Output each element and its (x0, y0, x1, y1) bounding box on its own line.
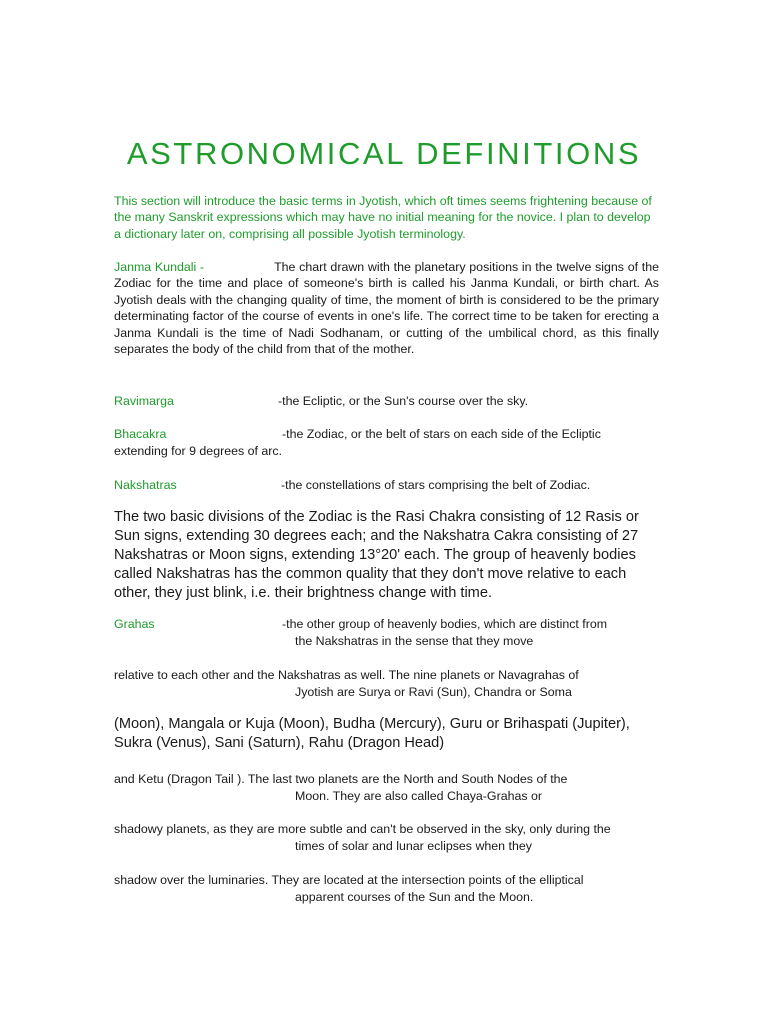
nakshatras-term: Nakshatras (114, 478, 177, 492)
zodiac-divisions-paragraph: The two basic divisions of the Zodiac is the Rasi Chakra consisting of 12 Rasis or Sun signs, extending 30 degrees each; and the Nakshatra Cakra consisting of 27 Nakshatras or Moon signs, extending 13°20' each. The group of heavenly bodies called Nakshatras has the common quality that they don't move relative to each other, they just blink, i.e. their brightness change with time. (114, 509, 639, 601)
grahas-line10: apparent courses of the Sun and the Moon. (295, 890, 534, 904)
grahas-line6: Moon. They are also called Chaya-Grahas or (295, 789, 543, 803)
grahas-line9: shadow over the luminaries. They are located at the intersection points of the elliptical (114, 873, 584, 887)
grahas-line5: and Ketu (Dragon Tail ). The last two planets are the North and South Nodes of the (114, 772, 568, 786)
janma-kundali-paragraph (114, 259, 659, 357)
grahas-block-3 (114, 771, 659, 804)
intro-paragraph: This section will introduce the basic terms in Jyotish, which oft times seems frightening because of the many Sanskrit expressions which may have no initial meaning for the novice. I plan to develop a dictionary later on, comprising all possible Jyotish terminology. (114, 194, 652, 241)
janma-kundali-definition: The chart drawn with the planetary positions in the twelve signs of the Zodiac for the time and place of someone's birth is called his Janma Kundali, or birth chart. As Jyotish deals with the changing quality of time, the moment of birth is considered to be the primary determinating factor of the course of events in one's life. The correct time to be taken for erecting a Janma Kundali is the time of Nadi Sodhanam, or cutting of the umbilical chord, as this finally separates the body of the child from that of the mother. (114, 260, 659, 357)
bhacakra-row (114, 426, 659, 459)
grahas-term: Grahas (114, 617, 155, 631)
grahas-row (114, 616, 659, 649)
ravimarga-definition: -the Ecliptic, or the Sun's course over the sky. (278, 394, 529, 408)
grahas-line4: Jyotish are Surya or Ravi (Sun), Chandra or Soma (295, 685, 572, 699)
bhacakra-definition: -the Zodiac, or the belt of stars on each side of the Ecliptic (282, 427, 601, 441)
grahas-block-4 (114, 821, 659, 854)
grahas-planets-paragraph: (Moon), Mangala or Kuja (Moon), Budha (Mercury), Guru or Brihaspati (Jupiter), Sukra (Venus), Sani (Saturn), Rahu (Dragon Head) (114, 716, 630, 751)
janma-kundali-term: Janma Kundali - (114, 260, 205, 274)
grahas-block-2 (114, 667, 659, 700)
grahas-block-5 (114, 872, 659, 905)
nakshatras-definition: -the constellations of stars comprising the belt of Zodiac. (281, 478, 591, 492)
grahas-line8: times of solar and lunar eclipses when they (295, 839, 532, 853)
ravimarga-term: Ravimarga (114, 394, 174, 408)
bhacakra-definition-cont: extending for 9 degrees of arc. (114, 444, 283, 458)
grahas-line3: relative to each other and the Nakshatras as well. The nine planets or Navagrahas of (114, 668, 579, 682)
bhacakra-term: Bhacakra (114, 427, 167, 441)
grahas-definition-line1: -the other group of heavenly bodies, which are distinct from (282, 617, 608, 631)
grahas-line7: shadowy planets, as they are more subtle and can't be observed in the sky, only during the (114, 822, 611, 836)
grahas-definition-line2: the Nakshatras in the sense that they move (295, 634, 534, 648)
page-title: ASTRONOMICAL DEFINITIONS (126, 136, 642, 171)
